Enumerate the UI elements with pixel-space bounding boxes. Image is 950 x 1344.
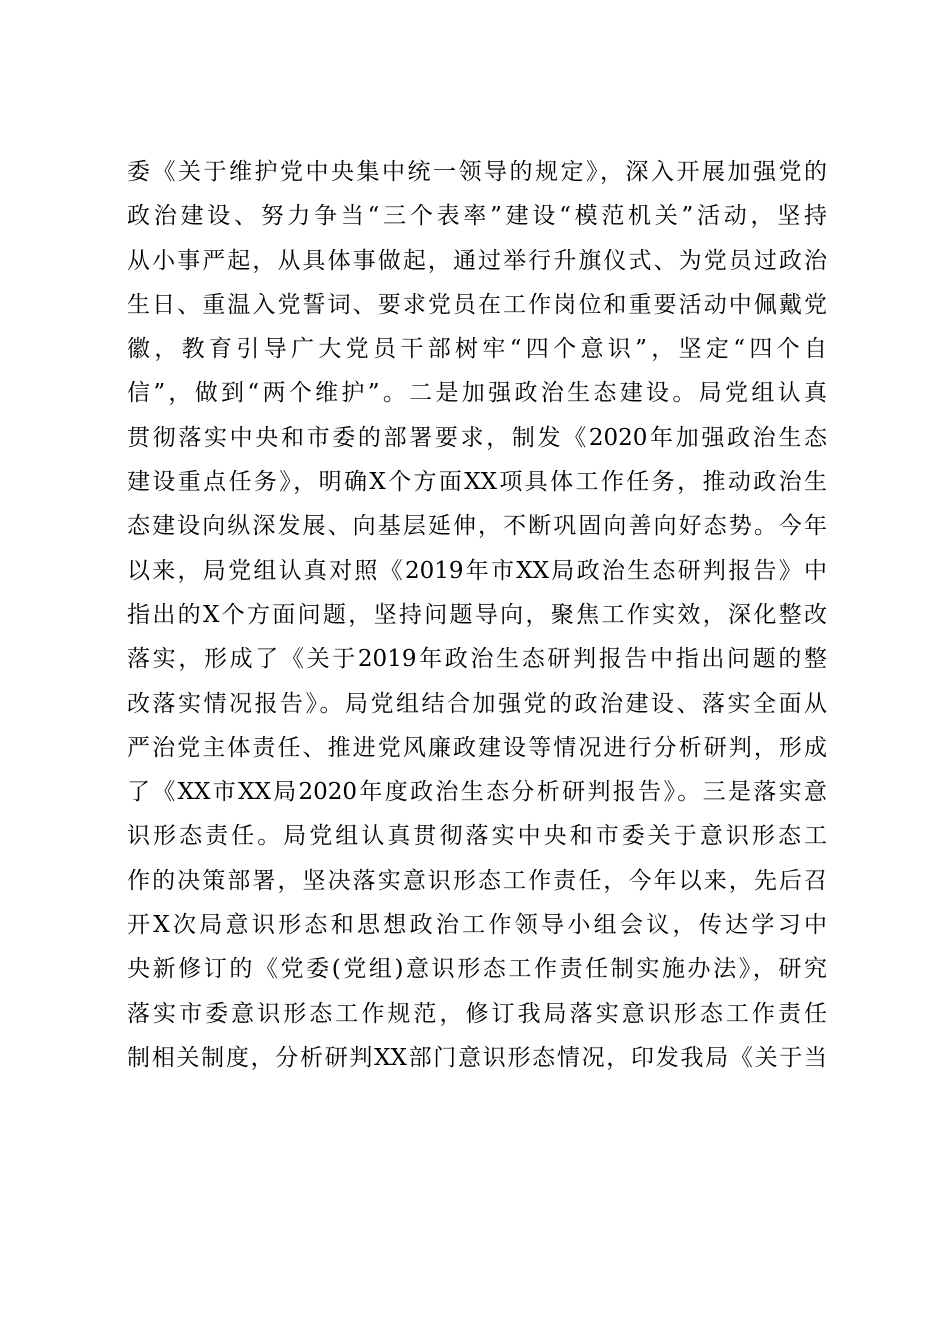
text-line-2: 政治建设、努力争当“三个表率”建设“模范机关”活动，坚持 bbox=[127, 203, 827, 230]
text-line-11: 指出的X个方面问题，坚持问题导向，聚焦工作实效，深化整改 bbox=[127, 601, 827, 628]
text-line-5: 徽，教育引导广大党员干部树牢“四个意识”，坚定“四个自 bbox=[127, 336, 827, 363]
text-line-6: 信”，做到“两个维护”。二是加强政治生态建设。局党组认真 bbox=[127, 380, 827, 407]
text-line-3: 从小事严起，从具体事做起，通过举行升旗仪式、为党员过政治 bbox=[127, 247, 827, 274]
text-line-20: 落实市委意识形态工作规范，修订我局落实意识形态工作责任 bbox=[127, 1000, 827, 1027]
text-line-12: 落实，形成了《关于2019年政治生态研判报告中指出问题的整 bbox=[127, 646, 827, 673]
text-line-13: 改落实情况报告》。局党组结合加强党的政治建设、落实全面从 bbox=[127, 690, 827, 717]
body-text bbox=[127, 150, 827, 1080]
text-line-21: 制相关制度，分析研判XX部门意识形态情况，印发我局《关于当 bbox=[127, 1044, 827, 1071]
text-line-9: 态建设向纵深发展、向基层延伸，不断巩固向善向好态势。今年 bbox=[127, 513, 827, 540]
text-line-10: 以来，局党组认真对照《2019年市XX局政治生态研判报告》中 bbox=[127, 557, 827, 584]
text-line-14: 严治党主体责任、推进党风廉政建设等情况进行分析研判，形成 bbox=[127, 734, 827, 761]
text-line-17: 作的决策部署，坚决落实意识形态工作责任，今年以来，先后召 bbox=[127, 867, 827, 894]
text-line-4: 生日、重温入党誓词、要求党员在工作岗位和重要活动中佩戴党 bbox=[127, 291, 827, 318]
text-line-19: 央新修订的《党委(党组)意识形态工作责任制实施办法》，研究 bbox=[127, 956, 827, 983]
text-line-16: 识形态责任。局党组认真贯彻落实中央和市委关于意识形态工 bbox=[127, 823, 827, 850]
text-line-18: 开X次局意识形态和思想政治工作领导小组会议，传达学习中 bbox=[127, 912, 827, 939]
text-line-7: 贯彻落实中央和市委的部署要求，制发《2020年加强政治生态 bbox=[127, 424, 827, 451]
text-line-8: 建设重点任务》，明确X个方面XX项具体工作任务，推动政治生 bbox=[127, 469, 827, 496]
text-line-15: 了《XX市XX局2020年度政治生态分析研判报告》。三是落实意 bbox=[127, 779, 827, 806]
text-line-1: 委《关于维护党中央集中统一领导的规定》，深入开展加强党的 bbox=[127, 159, 827, 185]
